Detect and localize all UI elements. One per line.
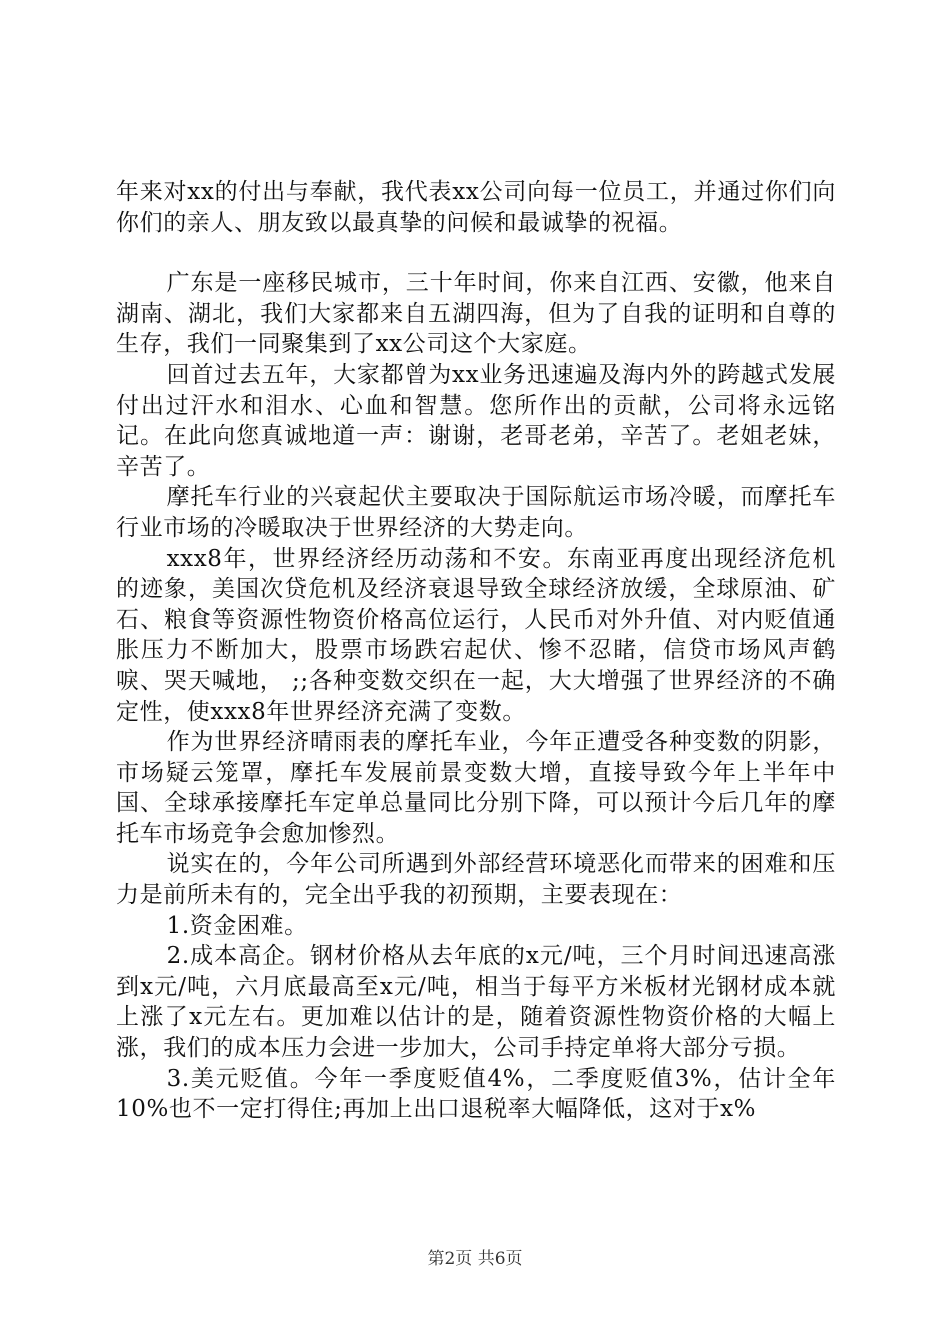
list-item-funds: 1.资金困难。 <box>166 912 308 939</box>
paragraph-motorcycle: 作为世界经济晴雨表的摩托车业，今年正遭受各种变数的阴影，市场疑云笼罩，摩托车发展前景变数大增，直接导致今年上半年中国、全球承接摩托车定单总量同比分别下降，可以预计今后几年的摩托车市场竞争会愈加惨烈。 <box>116 729 836 847</box>
paragraph-difficulties: 说实在的，今年公司所遇到外部经营环境恶化而带来的困难和压力是前所未有的，完全出乎我的初预期，主要表现在： <box>116 851 836 909</box>
paragraph-industry: 摩托车行业的兴衰起伏主要取决于国际航运市场冷暖，而摩托车行业市场的冷暖取决于世界经济的大势走向。 <box>116 484 836 541</box>
paragraph-continuation: 年来对xx的付出与奉献，我代表xx公司向每一位员工，并通过你们向你们的亲人、朋友致以最真挚的问候和最诚挚的祝福。 <box>116 179 836 236</box>
paragraph-review: 回首过去五年，大家都曾为xx业务迅速遍及海内外的跨越式发展付出过汗水和泪水、心血和智慧。您所作出的贡献，公司将永远铭记。在此向您真诚地道一声：谢谢，老哥老弟，辛苦了。老姐老妹，辛苦了。 <box>116 361 836 480</box>
list-item-dollar: 3.美元贬值。今年一季度贬值4%，二季度贬值3%，估计全年10%也不一定打得住;再加上出口退税率大幅降低，这对于x% <box>116 1065 836 1123</box>
list-item-costs: 2.成本高企。钢材价格从去年底的x元/吨，三个月时间迅速高涨到x元/吨，六月底最高至x元/吨，相当于每平方米板材光钢材成本就上涨了x元左右。更加难以估计的是，随着资源性物资价格的大幅上涨，我们的成本压力会进一步加大，公司手持定单将大部分亏损。 <box>116 943 836 1062</box>
paragraph-economy: xxx8年，世界经济经历动荡和不安。东南亚再度出现经济危机的迹象，美国次贷危机及经济衰退导致全球经济放缓，全球原油、矿石、粮食等资源性物资价格高位运行，人民币对外升值、对内贬值通胀压力不断加大，股票市场跌宕起伏、惨不忍睹，信贷市场风声鹤唳、哭天喊地， ;;各种变数交织在一起，大大增强了世界经济的不确定性，使xxx8年世界经济充满了变数。 <box>116 545 836 725</box>
document-body <box>116 177 836 1125</box>
page-number: 第2页 共6页 <box>427 1249 523 1269</box>
paragraph-guangdong: 广东是一座移民城市，三十年时间，你来自江西、安徽，他来自湖南、湖北，我们大家都来自五湖四海，但为了自我的证明和自尊的生存，我们一同聚集到了xx公司这个大家庭。 <box>116 270 836 358</box>
